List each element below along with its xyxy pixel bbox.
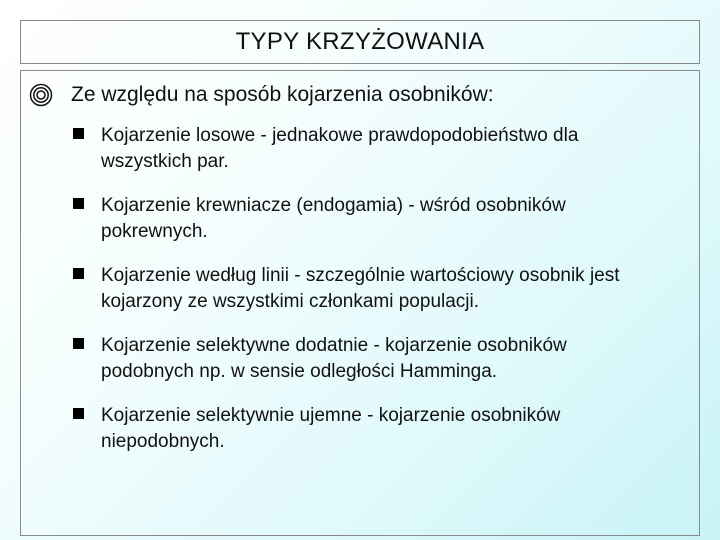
- concentric-ring-icon: [29, 83, 53, 107]
- bullet-item-inbreeding: [73, 193, 663, 245]
- bullet-list: [73, 123, 663, 473]
- square-bullet-icon: [73, 198, 84, 209]
- square-bullet-icon: [73, 338, 84, 349]
- title-box: [20, 20, 700, 64]
- bullet-item-line-breeding: [73, 263, 663, 315]
- bullet-text: Kojarzenie losowe - jednakowe prawdopodobieństwo dla wszystkich par.: [101, 125, 579, 172]
- main-point: [29, 83, 494, 107]
- bullet-item-random: [73, 123, 663, 175]
- bullet-text: Kojarzenie selektywne dodatnie - kojarzenie osobników podobnych np. w sensie odległości Hamminga.: [101, 335, 567, 382]
- bullet-item-positive-selection: [73, 333, 663, 385]
- bullet-item-negative-selection: [73, 403, 663, 455]
- content-box: [20, 70, 700, 536]
- bullet-text: Kojarzenie według linii - szczególnie wartościowy osobnik jest kojarzony ze wszystkimi członkami populacji.: [101, 265, 620, 312]
- square-bullet-icon: [73, 128, 84, 139]
- bullet-text: Kojarzenie selektywnie ujemne - kojarzenie osobników niepodobnych.: [101, 405, 561, 452]
- main-point-text: Ze względu na sposób kojarzenia osobników:: [71, 83, 494, 106]
- square-bullet-icon: [73, 408, 84, 419]
- bullet-text: Kojarzenie krewniacze (endogamia) - wśród osobników pokrewnych.: [101, 195, 566, 242]
- square-bullet-icon: [73, 268, 84, 279]
- slide-title: TYPY KRZYŻOWANIA: [235, 28, 485, 55]
